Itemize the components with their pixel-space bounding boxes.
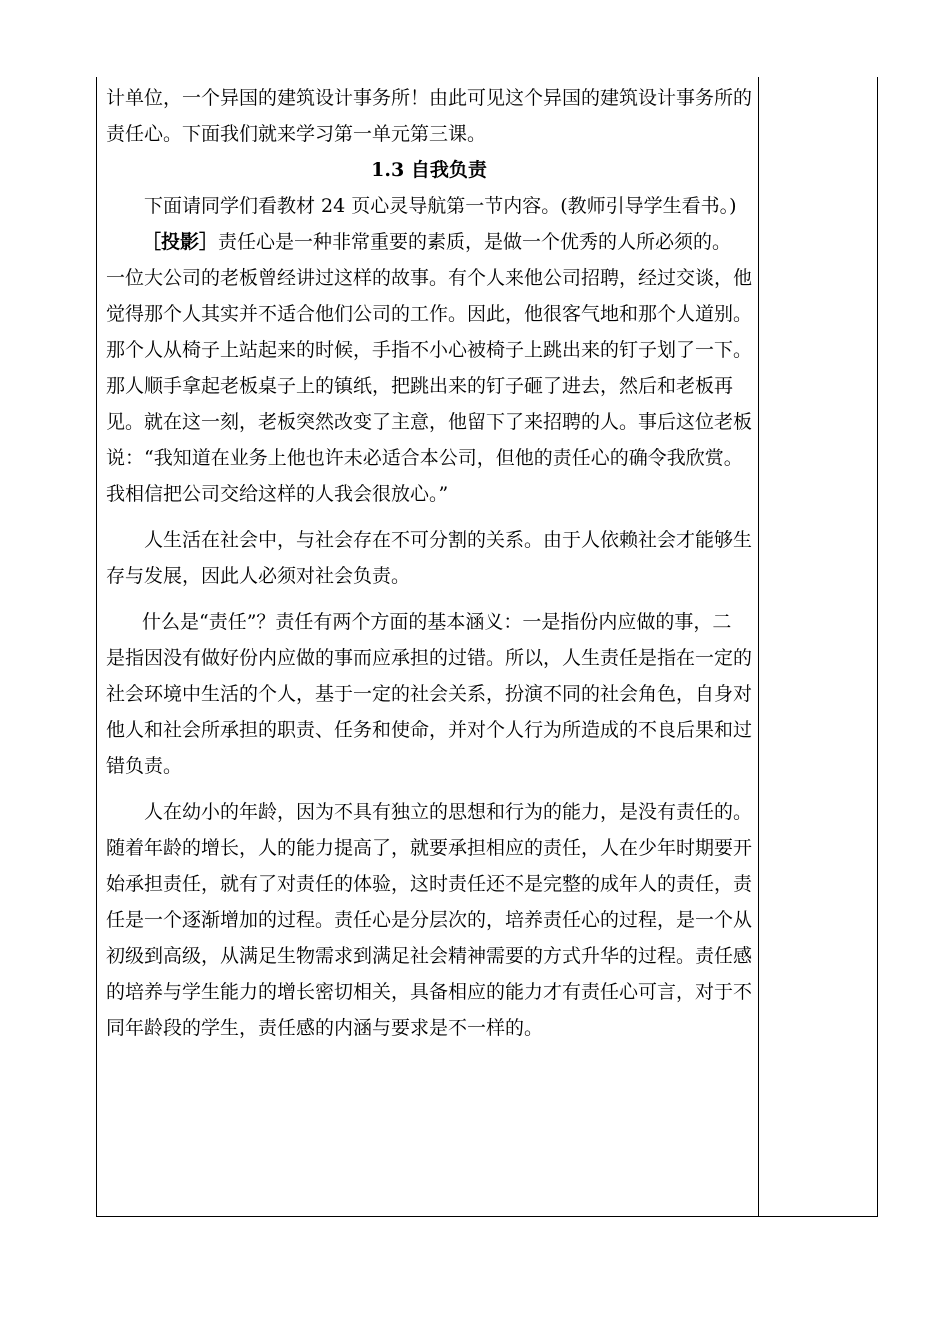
text-line: 责任心是一种非常重要的素质，是做一个优秀的人所必须的。 — [218, 231, 732, 253]
text-line: 是指因没有做好份内应做的事而应承担的过错。所以，人生责任是指在一定的 — [106, 647, 753, 669]
story-paragraph — [106, 224, 752, 512]
definition-paragraph — [106, 604, 752, 784]
text-line: 初级到高级，从满足生物需求到满足社会精神需要的方式升华的过程。责任感 — [106, 945, 753, 967]
text-line: 觉得那个人其实并不适合他们公司的工作。因此，他很客气地和那个人道别。 — [106, 303, 753, 325]
growth-paragraph — [106, 794, 752, 1046]
text-line: 我相信把公司交给这样的人我会很放心。” — [106, 483, 449, 505]
text-line: 他人和社会所承担的职责、任务和使命，并对个人行为所造成的不良后果和过 — [106, 719, 753, 741]
intro-paragraph — [106, 80, 752, 152]
text-line: 错负责。 — [106, 755, 183, 777]
text-line: 人在幼小的年龄，因为不具有独立的思想和行为的能力，是没有责任的。 — [144, 801, 753, 823]
text-line: 计单位，一个异国的建筑设计事务所！由此可见这个异国的建筑设计事务所的 — [106, 87, 753, 109]
text-line: 任是一个逐渐增加的过程。责任心是分层次的，培养责任心的过程，是一个从 — [106, 909, 753, 931]
text-line: 随着年龄的增长，人的能力提高了，就要承担相应的责任，人在少年时期要开 — [106, 837, 753, 859]
text-line: 的培养与学生能力的增长密切相关，具备相应的能力才有责任心可言，对于不 — [106, 981, 753, 1003]
text-line: 一位大公司的老板曾经讲过这样的故事。有个人来他公司招聘，经过交谈，他 — [106, 267, 753, 289]
text-line: 说：“我知道在业务上他也许未必适合本公司，但他的责任心的确令我欣赏。 — [106, 447, 743, 469]
text-line: 同年龄段的学生，责任感的内涵与要求是不一样的。 — [106, 1017, 544, 1039]
society-paragraph — [106, 522, 752, 594]
section-title: 1.3 自我负责 — [371, 159, 487, 181]
text-line: 存与发展，因此人必须对社会负责。 — [106, 565, 411, 587]
text-line: 见。就在这一刻，老板突然改变了主意，他留下了来招聘的人。事后这位老板 — [106, 411, 753, 433]
instruction-line: 下面请同学们看教材 24 页心灵导航第一节内容。(教师引导学生看书。) — [144, 195, 737, 217]
projection-tag: ［投影］ — [142, 231, 219, 253]
text-line: 社会环境中生活的个人，基于一定的社会关系，扮演不同的社会角色，自身对 — [106, 683, 753, 705]
text-line: 责任心。下面我们就来学习第一单元第三课。 — [106, 123, 487, 145]
text-line: 人生活在社会中，与社会存在不可分割的关系。由于人依赖社会才能够生 — [144, 529, 753, 551]
text-line: 那人顺手拿起老板桌子上的镇纸，把跳出来的钉子砸了进去，然后和老板再 — [106, 375, 734, 397]
lesson-content-cell — [106, 80, 752, 1046]
text-line: 始承担责任，就有了对责任的体验，这时责任还不是完整的成年人的责任，责 — [106, 873, 753, 895]
table-column-divider — [758, 77, 759, 1217]
text-line: 什么是“责任”？责任有两个方面的基本涵义：一是指份内应做的事，二 — [142, 611, 732, 633]
text-line: 那个人从椅子上站起来的时候，手指不小心被椅子上跳出来的钉子划了一下。 — [106, 339, 753, 361]
